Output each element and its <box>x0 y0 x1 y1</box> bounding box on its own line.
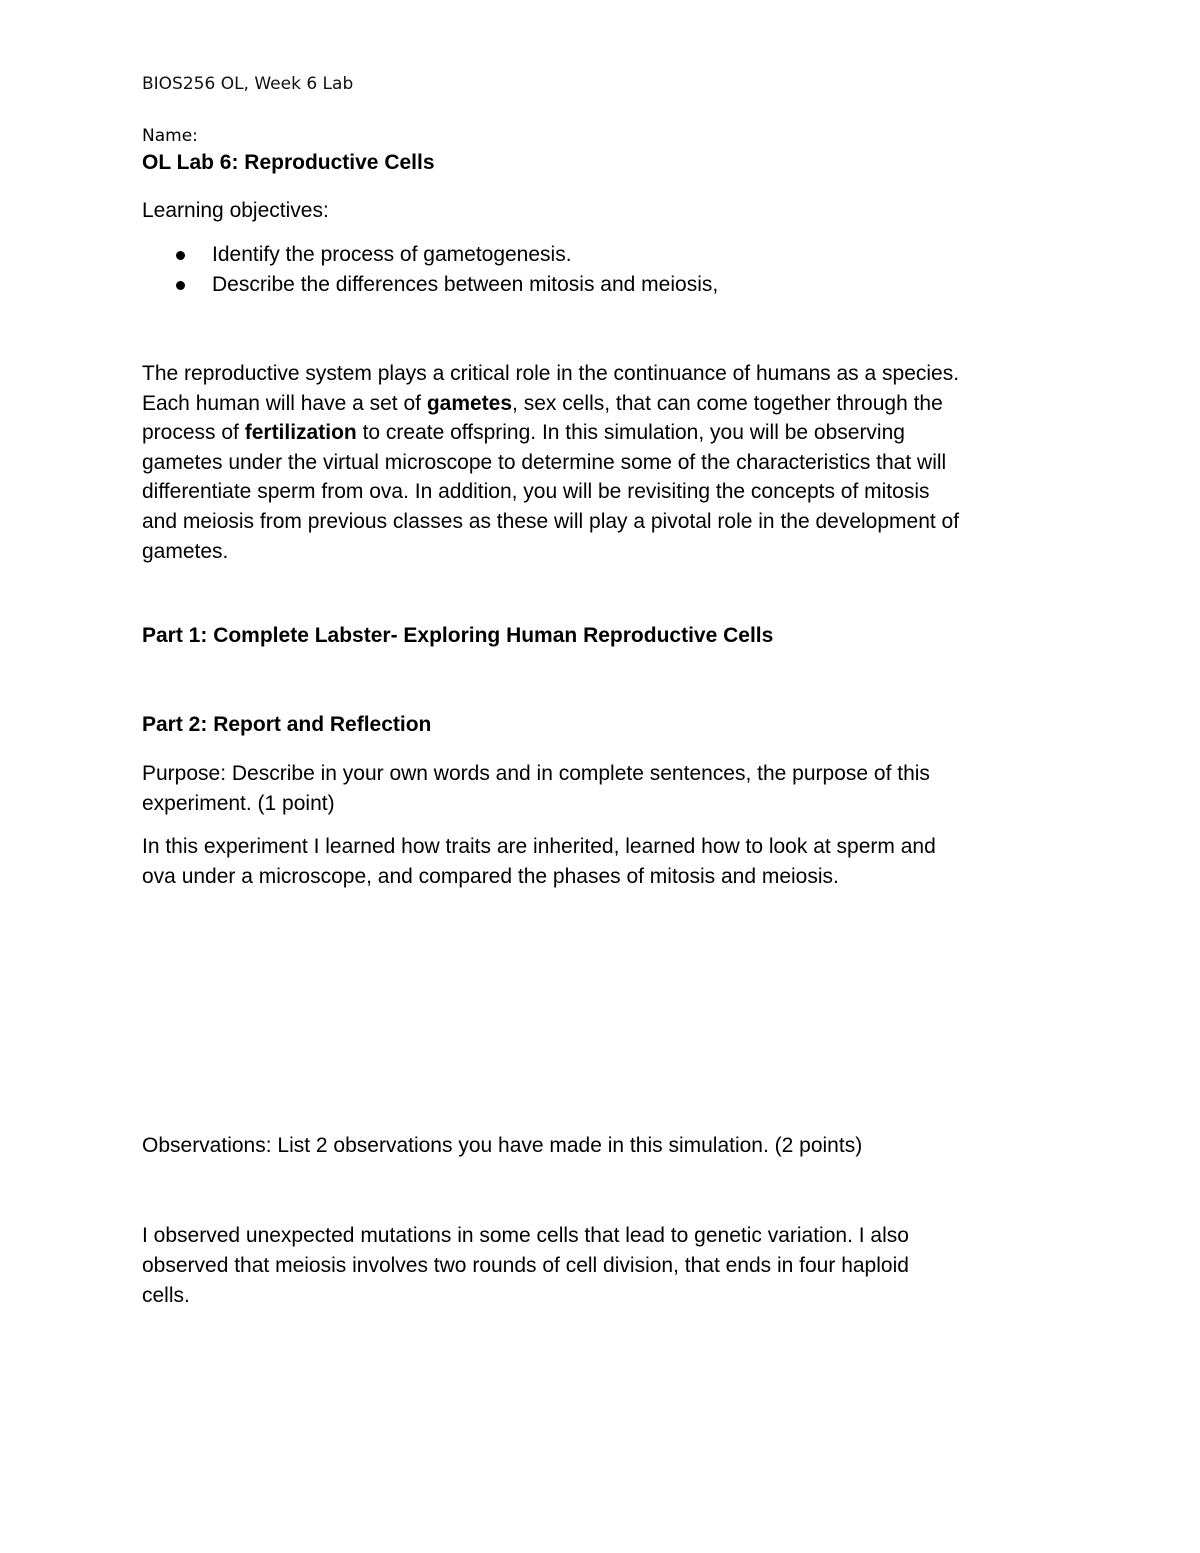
intro-text: Each human will have a set of <box>142 391 427 415</box>
intro-line: differentiate sperm from ova. In addition, you will be revisiting the concepts of mitosis <box>142 480 930 504</box>
intro-paragraph <box>142 359 1072 566</box>
intro-line: The reproductive system plays a critical role in the continuance of humans as a species. <box>142 362 960 385</box>
part2-heading: Part 2: Report and Reflection <box>142 713 432 736</box>
answer-line: ova under a microscope, and compared the phases of mitosis and meiosis. <box>142 865 839 888</box>
objective-text: Describe the differences between mitosis and meiosis, <box>212 273 719 296</box>
intro-text: , sex cells, that can come together through the <box>512 391 943 415</box>
objective-item <box>142 240 718 270</box>
answer-line: In this experiment I learned how traits are inherited, learned how to look at sperm and <box>142 835 936 858</box>
objective-item <box>142 270 718 300</box>
intro-text: to create offspring. In this simulation, you will be observing <box>356 421 905 445</box>
intro-line: gametes under the virtual microscope to determine some of the characteristics that will <box>142 450 947 474</box>
objectives-label: Learning objectives: <box>142 199 329 222</box>
intro-line <box>142 389 1072 419</box>
bullet-icon <box>176 281 185 290</box>
intro-line: gametes. <box>142 539 229 563</box>
part1-heading: Part 1: Complete Labster- Exploring Human Reproductive Cells <box>142 624 774 647</box>
observations-answer <box>142 1221 909 1311</box>
lab-title: OL Lab 6: Reproductive Cells <box>142 151 435 174</box>
purpose-line: Purpose: Describe in your own words and in complete sentences, the purpose of this <box>142 762 930 785</box>
page-header: BIOS256 OL, Week 6 Lab <box>142 74 354 94</box>
intro-line: and meiosis from previous classes as these will play a pivotal role in the development of <box>142 509 960 533</box>
answer-line: observed that meiosis involves two rounds of cell division, that ends in four haploid <box>142 1254 909 1277</box>
purpose-line: experiment. (1 point) <box>142 792 335 815</box>
bullet-icon <box>176 251 185 260</box>
intro-text: process of <box>142 421 245 445</box>
purpose-answer <box>142 832 936 892</box>
fertilization-term: fertilization <box>244 421 357 445</box>
objective-text: Identify the process of gametogenesis. <box>212 243 572 266</box>
purpose-prompt <box>142 759 930 819</box>
observations-prompt <box>142 1131 862 1161</box>
intro-line <box>142 418 1072 448</box>
answer-line: I observed unexpected mutations in some cells that lead to genetic variation. I also <box>142 1224 909 1247</box>
answer-line: cells. <box>142 1284 190 1307</box>
objectives-list <box>142 240 718 300</box>
observations-line: Observations: List 2 observations you have made in this simulation. (2 points) <box>142 1134 863 1157</box>
gametes-term: gametes <box>426 391 513 415</box>
name-label: Name: <box>142 126 198 146</box>
